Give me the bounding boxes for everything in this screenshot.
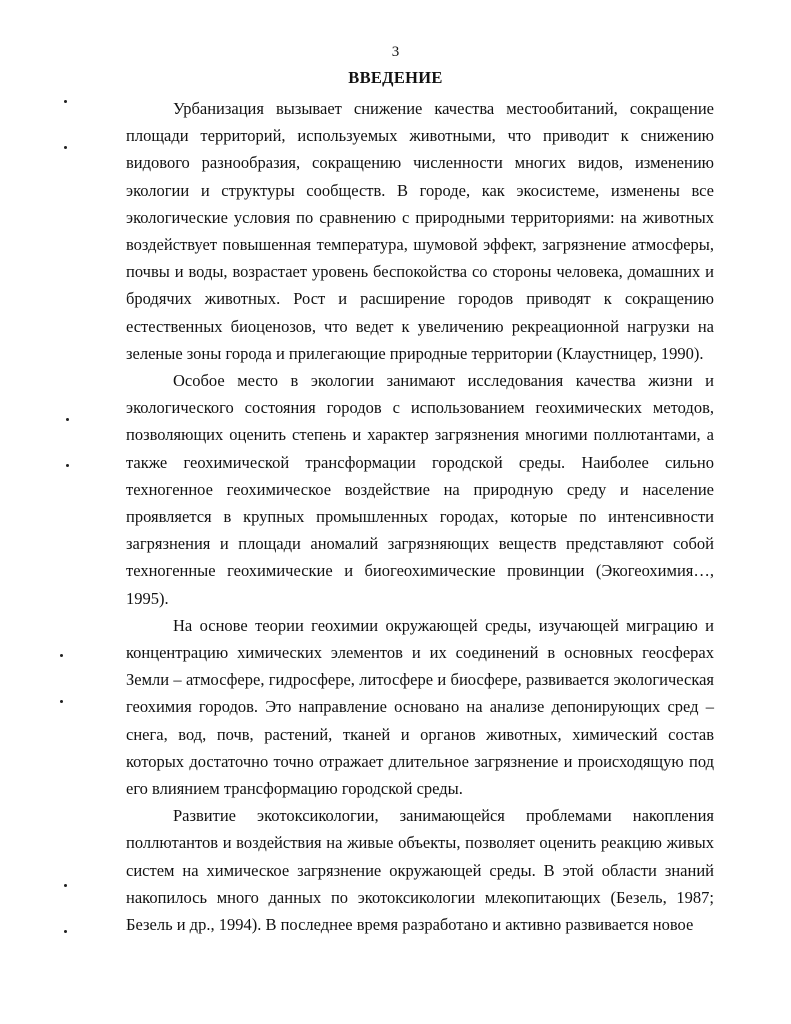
paragraph-3: На основе теории геохимии окружающей среды, изучающей миграцию и концентрацию химических элементов и их соединений в основных геосферах Земли – атмосфере, гидросфере, литосфере и биосфере, развивается экологическая геохимия городов. Это направление основано на анализе депонирующих сред – снега, вод, почв, растений, тканей и органов животных, химический состав которых достаточно точно отражает длительное загрязнение и происходящую под его влиянием трансформацию городской среды.	[126, 615, 714, 799]
paragraph-4: Развитие экотоксикологии, занимающейся проблемами накопления поллютантов и воздействия на живые объекты, позволяет оценить реакцию живых систем на химическое загрязнение окружающей среды. В этой области знаний накопилось много данных по экотоксикологии млекопитающих (Безель, 1987; Безель и др., 1994). В последнее время разработано и активно развивается новое	[126, 806, 714, 935]
scan-speck	[60, 700, 63, 703]
scan-speck	[66, 418, 69, 421]
scan-speck	[64, 100, 67, 103]
section-heading: ВВЕДЕНИЕ	[348, 68, 443, 87]
scan-speck	[64, 146, 67, 149]
scan-speck	[64, 884, 67, 887]
scan-speck	[64, 930, 67, 933]
page-number: 3	[391, 44, 400, 60]
paragraph-2: Особое место в экологии занимают исследования качества жизни и экологического состояния городов с использованием геохимических методов, позволяющих оценить степень и характер загрязнения многими поллютантами, а также геохимической трансформации городской среды. Наиболее сильно техногенное геохимическое воздействие на природную среду и население проявляется в крупных промышленных городах, которые по интенсивности загрязнения и площади аномалий загрязняющих веществ представляют собой техногенные геохимические и биогеохимические провинции (Экогеохимия…, 1995).	[126, 371, 714, 608]
scan-speck	[66, 464, 69, 467]
scan-speck	[60, 654, 63, 657]
body-text	[126, 95, 714, 938]
paragraph-1: Урбанизация вызывает снижение качества местообитаний, сокращение площади территорий, используемых животными, что приводит к снижению видового разнообразия, сокращению численности многих видов, изменению экологии и структуры сообществ. В городе, как экосистеме, изменены все экологические условия по сравнению с природными территориями: на животных воздействует повышенная температура, шумовой эффект, загрязнение атмосферы, почвы и воды, возрастает уровень беспокойства со стороны человека, домашних и бродячих животных. Рост и расширение городов приводят к сокращению естественных биоценозов, что ведет к увеличению рекреационной нагрузки на зеленые зоны города и прилегающие природные территории (Клаустницер, 1990).	[126, 99, 714, 363]
